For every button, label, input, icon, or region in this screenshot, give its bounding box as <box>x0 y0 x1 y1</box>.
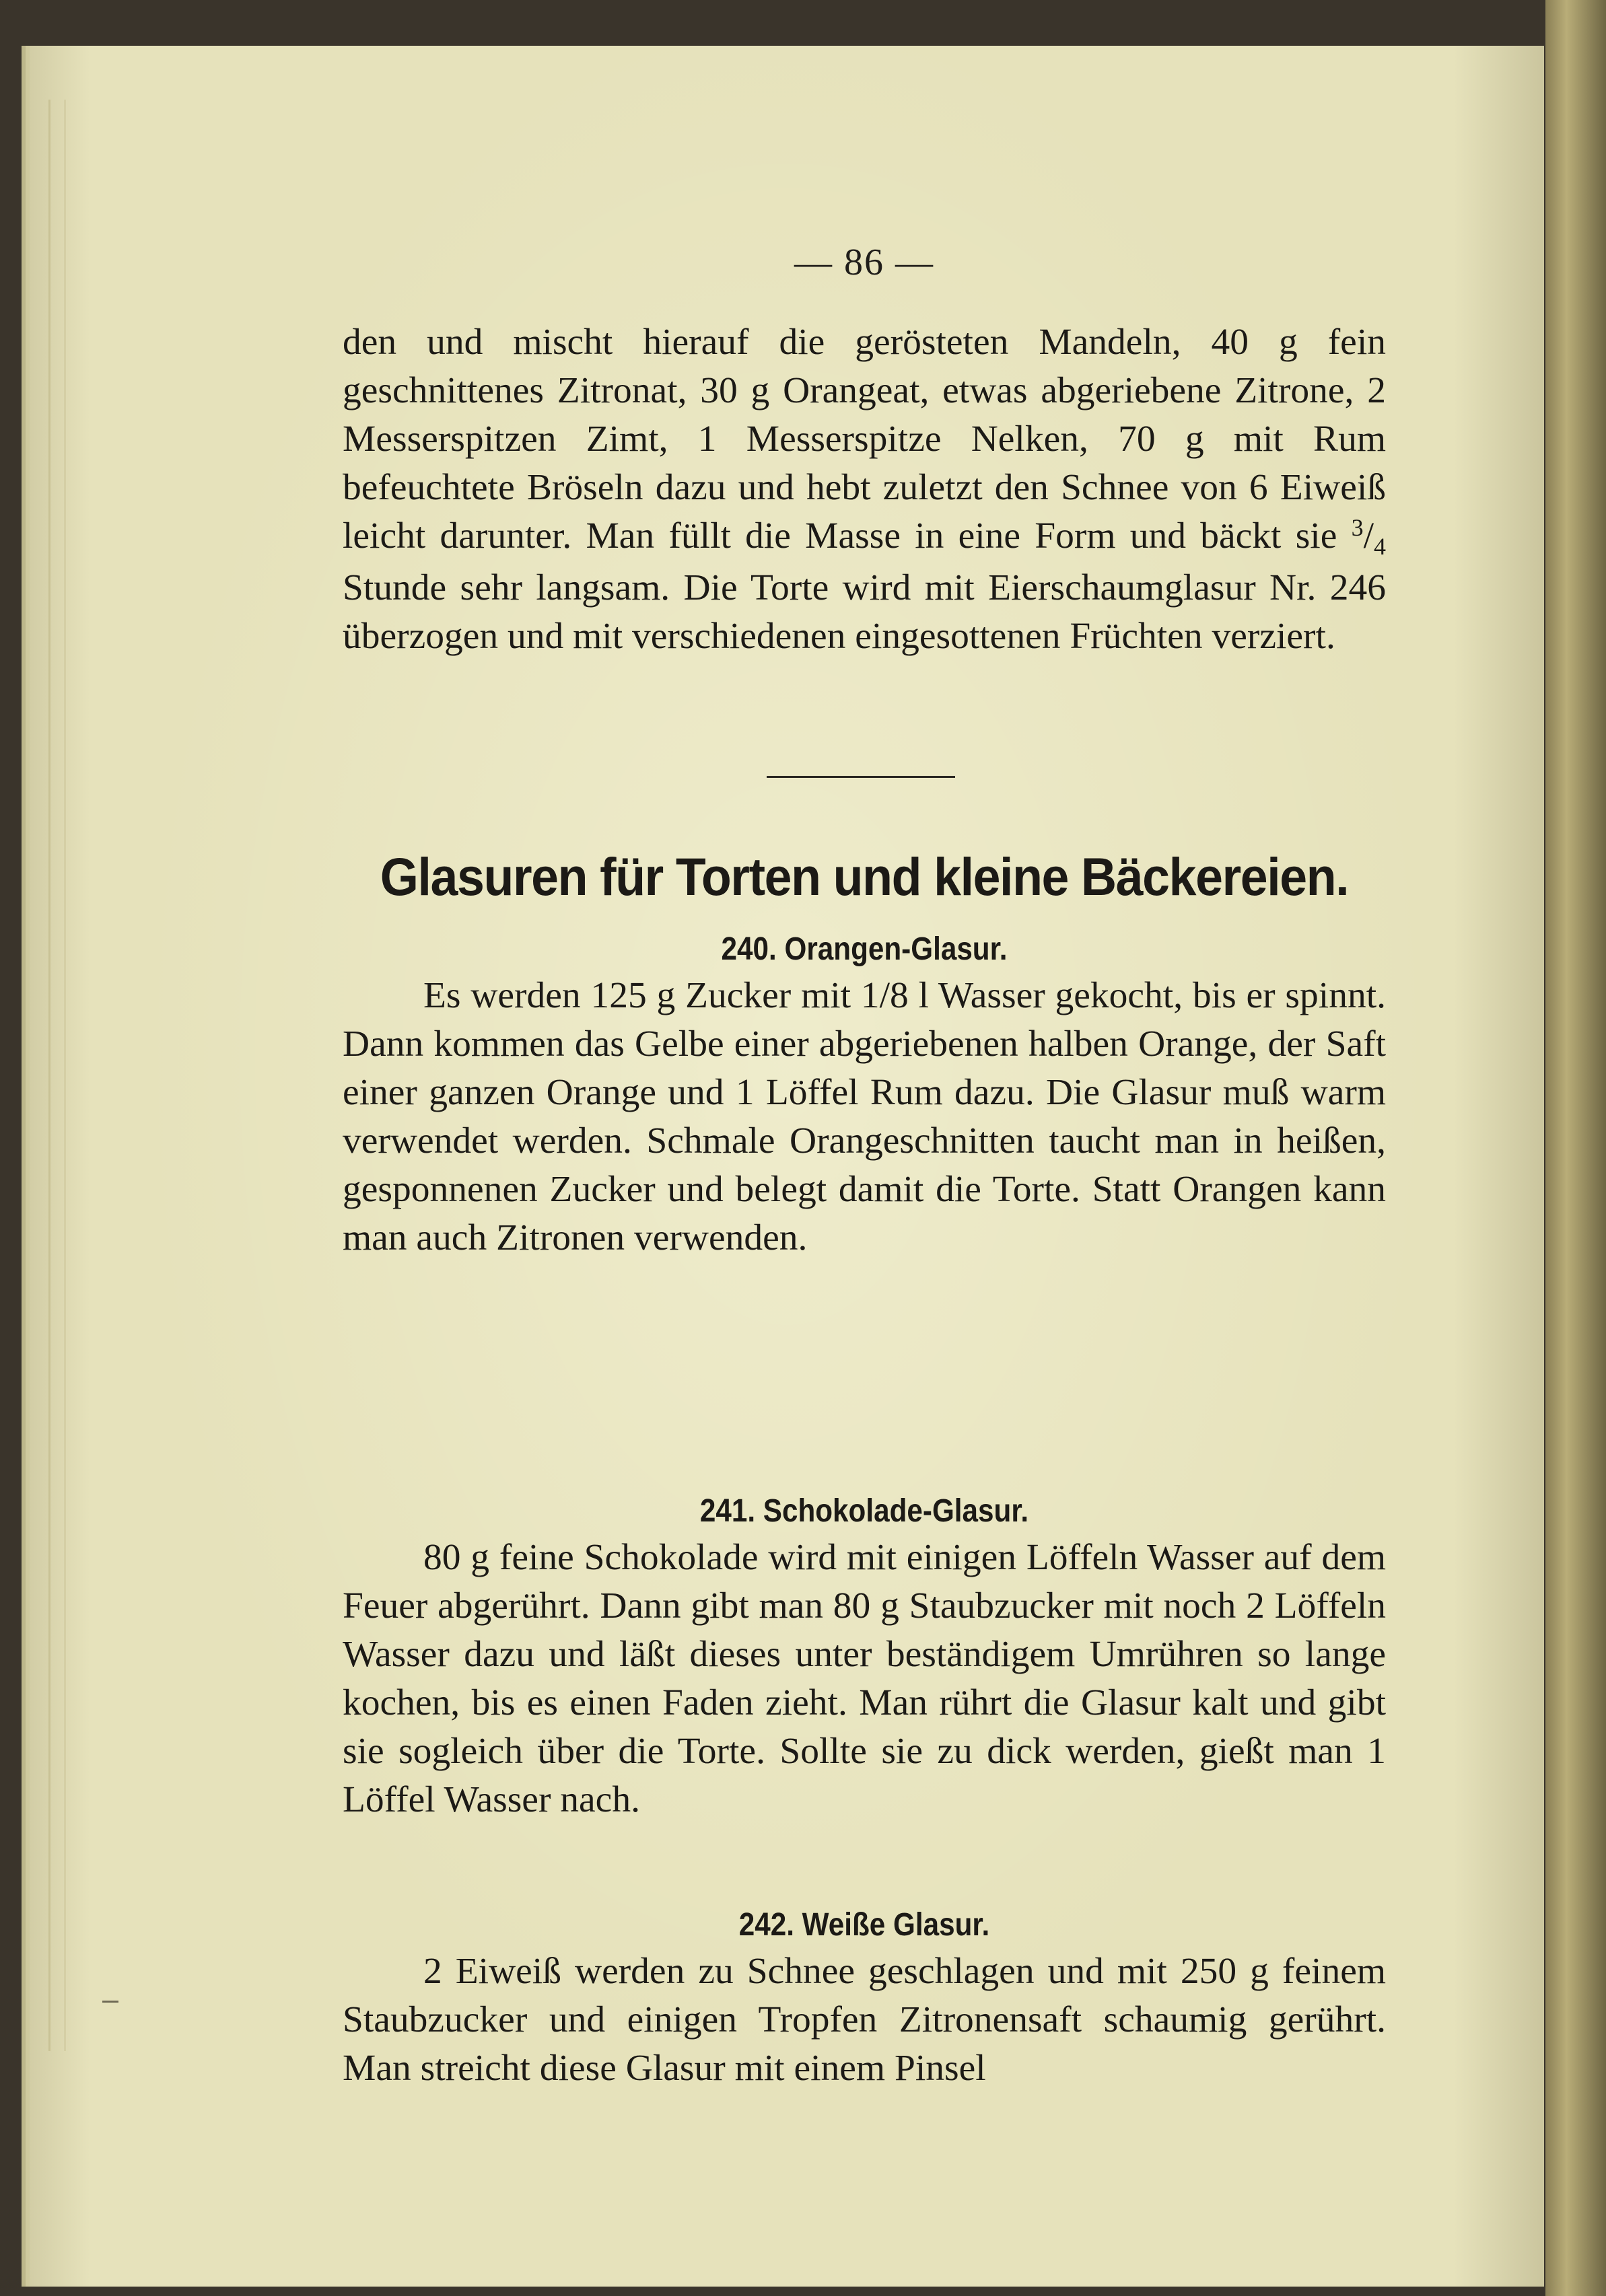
book-page <box>30 46 1544 2287</box>
book-spine-edge <box>1545 0 1606 2296</box>
recipe-body: 2 Eiweiß werden zu Schnee geschlagen und mit 250 g feinem Staubzucker und einigen Tropfen Zitronensaft schaumig gerührt. Man streicht diese Glasur mit einem Pinsel <box>343 1951 1386 2089</box>
margin-mark <box>102 2001 118 2003</box>
recipe-body <box>343 972 1386 1262</box>
intro-text-b: Stunde sehr langsam. Die Torte wird mit Eierschaumglasur Nr. 246 überzogen und mit verschiedenen eingesottenen Früchten verziert. <box>343 567 1386 657</box>
page-number: — 86 — <box>794 242 934 283</box>
page-edge-stack <box>48 100 66 2051</box>
recipe-241 <box>343 1489 1386 1824</box>
recipe-fraction: 1/8 <box>860 975 909 1016</box>
intro-fraction-numerator: 3 <box>1351 514 1364 541</box>
chapter-heading: Glasuren für Torten und kleine Bäckereien. <box>380 847 1349 906</box>
recipe-title: 241. Schokolade-Glasur. <box>699 1493 1029 1529</box>
intro-fraction-denominator: 4 <box>1374 533 1386 560</box>
intro-text-a: den und mischt hierauf die gerösteten Mandeln, 40 g fein geschnittenes Zitronat, 30 g Orangeat, etwas abgeriebene Zitrone, 2 Messerspitzen Zimt, 1 Messerspitze Nelken, 70 g mit Rum befeuchtete Bröseln dazu und hebt zuletzt den Schnee von 6 Eiweiß leicht darunter. Man füllt die Masse in eine Form und bäckt sie <box>343 322 1386 557</box>
recipe-body: 80 g feine Schokolade wird mit einigen Löffeln Wasser auf dem Feuer abgerührt. Dann gibt man 80 g Staubzucker mit noch 2 Löffeln Wasser dazu und läßt dieses unter beständigem Umrühren so lange kochen, bis es einen Faden zieht. Man rührt die Glasur kalt und gibt sie sogleich über die Torte. Sollte sie zu dick werden, gießt man 1 Löffel Wasser nach. <box>343 1537 1386 1820</box>
recipe-text-a: Es werden 125 g Zucker mit <box>423 975 861 1016</box>
recipe-title: 242. Weiße Glasur. <box>738 1907 990 1943</box>
recipe-242 <box>343 1903 1386 2093</box>
intro-fraction-slash: / <box>1363 515 1374 557</box>
intro-paragraph <box>343 318 1386 661</box>
section-divider <box>767 776 955 778</box>
recipe-title: 240. Orangen-Glasur. <box>721 931 1008 967</box>
recipe-240 <box>343 927 1386 1262</box>
recipe-text-b: l Wasser gekocht, bis er spinnt. Dann kommen das Gelbe einer abgeriebenen halben Orange, der Saft einer ganzen Orange und 1 Löffel Rum dazu. Die Glasur muß warm verwendet werden. Schmale Orangeschnitten taucht man in heißen, gesponnenen Zucker und belegt damit die Torte. Statt Orangen kann man auch Zitronen verwenden. <box>343 975 1386 1258</box>
